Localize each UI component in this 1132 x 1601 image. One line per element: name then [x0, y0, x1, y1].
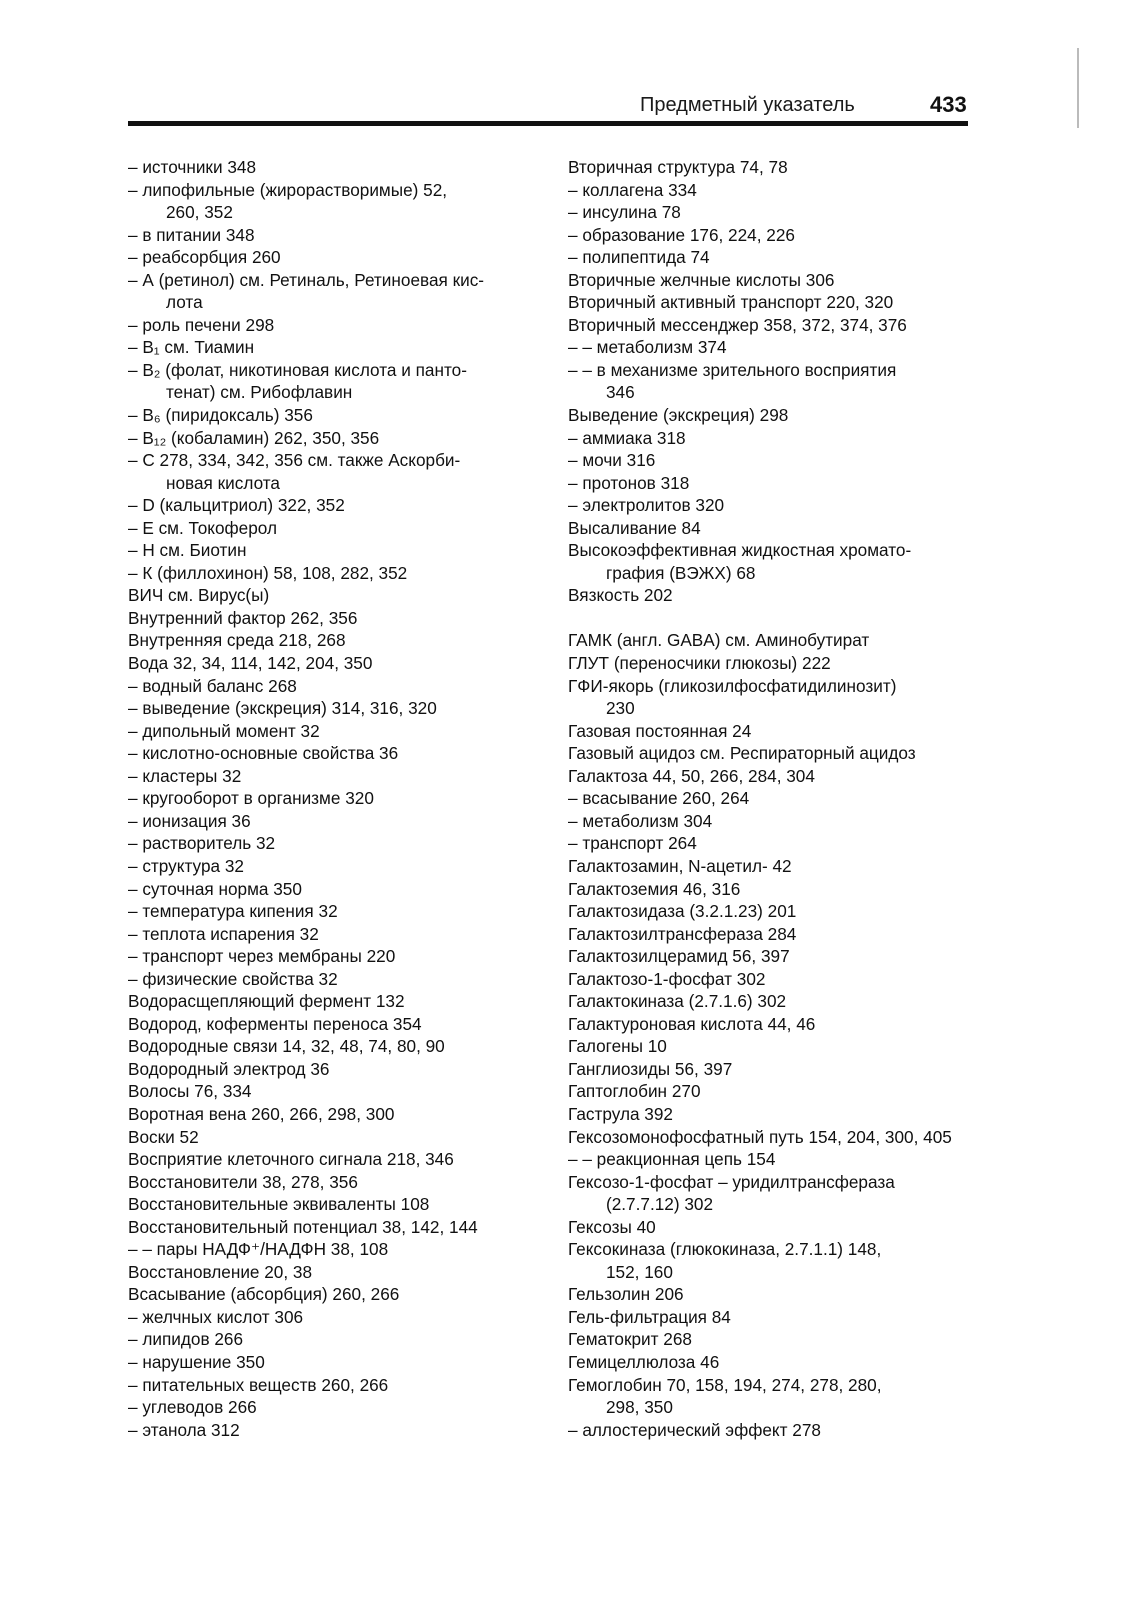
index-entry: – в питании 348 — [128, 224, 255, 245]
index-entry: – кластеры 32 — [128, 765, 242, 786]
index-entry: ГФИ-якорь (гликозилфосфатидилинозит) — [568, 675, 897, 696]
index-entry: Вторичный активный транспорт 220, 320 — [568, 292, 894, 313]
index-entry: – Н см. Биотин — [128, 540, 247, 561]
index-entry: – B₂ (фолат, никотиновая кислота и панто- — [128, 359, 467, 380]
index-entry: Вода 32, 34, 114, 142, 204, 350 — [128, 653, 373, 674]
index-entry: Волосы 76, 334 — [128, 1081, 252, 1102]
index-entry: графия (ВЭЖХ) 68 — [606, 562, 756, 583]
index-entry: Гематокрит 268 — [568, 1329, 692, 1350]
index-entry: – – пары НАДФ⁺/НАДФН 38, 108 — [128, 1239, 389, 1260]
index-entry: Водородный электрод 36 — [128, 1058, 330, 1079]
index-entry: (2.7.7.12) 302 — [606, 1194, 714, 1215]
index-entry: – полипептида 74 — [568, 247, 710, 268]
index-entry: – источники 348 — [128, 157, 257, 177]
index-entry: – аммиака 318 — [568, 427, 686, 448]
index-entry: – ионизация 36 — [128, 810, 251, 831]
index-entry: – – метаболизм 374 — [568, 337, 727, 358]
index-entry: Галактозидаза (3.2.1.23) 201 — [568, 901, 797, 922]
index-entry: – D (кальцитриол) 322, 352 — [128, 495, 345, 516]
index-entry: Вторичный мессенджер 358, 372, 374, 376 — [568, 314, 907, 335]
index-entry: Всасывание (абсорбция) 260, 266 — [128, 1284, 400, 1305]
index-entry: Галактоземия 46, 316 — [568, 878, 741, 899]
header-rule — [128, 121, 968, 126]
index-entry: Внутренний фактор 262, 356 — [128, 607, 358, 628]
index-entry: Гельзолин 206 — [568, 1284, 684, 1305]
index-entry: – дипольный момент 32 — [128, 720, 320, 741]
index-entry: – суточная норма 350 — [128, 878, 302, 899]
index-entry: Газовая постоянная 24 — [568, 720, 752, 741]
index-entry: – кругооборот в организме 320 — [128, 788, 374, 809]
index-entry: – B₆ (пиридоксаль) 356 — [128, 405, 313, 426]
index-entry: – А (ретинол) см. Ретиналь, Ретиноевая кис- — [128, 269, 485, 290]
index-entry: Восстановители 38, 278, 356 — [128, 1171, 358, 1192]
index-entry: – С 278, 334, 342, 356 см. также Аскорби- — [128, 450, 461, 471]
index-entry: – К (филлохинон) 58, 108, 282, 352 — [128, 562, 408, 583]
index-entry: Вторичная структура 74, 78 — [568, 157, 788, 177]
index-entry: Гексокиназа (глюкокиназа, 2.7.1.1) 148, — [568, 1239, 882, 1260]
index-entry: – – в механизме зрительного восприятия — [568, 359, 897, 380]
index-entry: – теплота испарения 32 — [128, 923, 319, 944]
index-entry: Восстановительный потенциал 38, 142, 144 — [128, 1216, 478, 1237]
index-entry: – водный баланс 268 — [128, 675, 297, 696]
index-entry: – мочи 316 — [568, 450, 656, 471]
index-entry: – инсулина 78 — [568, 202, 681, 223]
index-entry: – B₁ см. Тиамин — [128, 337, 255, 358]
index-entry: 260, 352 — [166, 202, 233, 223]
index-entry: – Е см. Токоферол — [128, 517, 277, 538]
index-entry: Галактозилтрансфераза 284 — [568, 923, 797, 944]
index-entry: Галогены 10 — [568, 1036, 667, 1057]
index-entry: Галактуроновая кислота 44, 46 — [568, 1013, 816, 1034]
index-entry: Гексозомонофосфатный путь 154, 204, 300, 405 — [568, 1126, 952, 1147]
index-entry: Внутренняя среда 218, 268 — [128, 630, 346, 651]
index-entry: 346 — [606, 382, 635, 403]
index-entry: – нарушение 350 — [128, 1351, 265, 1372]
index-entry: – липидов 266 — [128, 1329, 244, 1350]
header-title: Предметный указатель — [640, 94, 855, 116]
index-entry: – всасывание 260, 264 — [568, 788, 750, 809]
index-entry: Галактокиназа (2.7.1.6) 302 — [568, 991, 787, 1012]
index-entry: – кислотно-основные свойства 36 — [128, 743, 399, 764]
index-entry: Гаструла 392 — [568, 1103, 673, 1124]
index-entry: – структура 32 — [128, 855, 244, 876]
index-entry: – реабсорбция 260 — [128, 247, 281, 268]
index-entry: – электролитов 320 — [568, 495, 725, 516]
index-entry: – транспорт через мембраны 220 — [128, 946, 396, 967]
index-entry: Гексозы 40 — [568, 1216, 656, 1237]
index-entry: Восприятие клеточного сигнала 218, 346 — [128, 1149, 454, 1170]
index-entry: Галактозамин, N-ацетил- 42 — [568, 855, 792, 876]
index-entry: ГЛУТ (переносчики глюкозы) 222 — [568, 653, 831, 674]
index-entry: Галактоза 44, 50, 266, 284, 304 — [568, 765, 815, 786]
index-entry: Водорасщепляющий фермент 132 — [128, 991, 405, 1012]
index-entry: Воски 52 — [128, 1126, 199, 1147]
index-entry: – образование 176, 224, 226 — [568, 224, 795, 245]
index-entry: Гексозо-1-фосфат – уридилтрансфераза — [568, 1171, 895, 1192]
index-entry: Водород, коферменты переноса 354 — [128, 1013, 422, 1034]
index-entry: – выведение (экскреция) 314, 316, 320 — [128, 698, 437, 719]
section-gap — [568, 607, 988, 630]
index-entry: ГАМК (англ. GABA) см. Аминобутират — [568, 630, 870, 651]
index-entry: Галактозилцерамид 56, 397 — [568, 946, 790, 967]
index-entry: ВИЧ см. Вирус(ы) — [128, 585, 270, 606]
index-entry: – питательных веществ 260, 266 — [128, 1374, 389, 1395]
index-entry: – протонов 318 — [568, 472, 690, 493]
index-entry: Гемицеллюлоза 46 — [568, 1351, 720, 1372]
index-entry: – роль печени 298 — [128, 314, 275, 335]
index-entry: Вязкость 202 — [568, 585, 673, 606]
index-entry: – транспорт 264 — [568, 833, 697, 854]
index-entry: тенат) см. Рибофлавин — [166, 382, 353, 403]
index-entry: – желчных кислот 306 — [128, 1306, 304, 1327]
index-entry: Воротная вена 260, 266, 298, 300 — [128, 1103, 395, 1124]
index-entry: – B₁₂ (кобаламин) 262, 350, 356 — [128, 427, 380, 448]
index-entry: Гаптоглобин 270 — [568, 1081, 701, 1102]
index-column-left — [128, 156, 538, 1441]
index-entry: – температура кипения 32 — [128, 901, 338, 922]
index-entry: 298, 350 — [606, 1397, 673, 1418]
index-entry: лота — [166, 292, 203, 313]
index-entry: – липофильные (жирорастворимые) 52, — [128, 179, 448, 200]
margin-mark — [1077, 48, 1079, 128]
index-entry: – метаболизм 304 — [568, 810, 713, 831]
index-entry: Восстановительные эквиваленты 108 — [128, 1194, 430, 1215]
index-entry: Водородные связи 14, 32, 48, 74, 80, 90 — [128, 1036, 445, 1057]
index-entry: Восстановление 20, 38 — [128, 1261, 313, 1282]
index-entry: 230 — [606, 698, 635, 719]
index-entry: – этанола 312 — [128, 1419, 240, 1440]
index-entry: 152, 160 — [606, 1261, 673, 1282]
index-entry: Галактозо-1-фосфат 302 — [568, 968, 766, 989]
index-entry: – коллагена 334 — [568, 179, 697, 200]
index-entry: – аллостерический эффект 278 — [568, 1419, 821, 1440]
index-entry: Вторичные желчные кислоты 306 — [568, 269, 835, 290]
index-entry: – физические свойства 32 — [128, 968, 338, 989]
index-entry: Высокоэффективная жидкостная хромато- — [568, 540, 912, 561]
index-column-right — [568, 156, 988, 1441]
index-entry: – растворитель 32 — [128, 833, 276, 854]
index-entry: Ганглиозиды 56, 397 — [568, 1058, 733, 1079]
index-entry: Гель-фильтрация 84 — [568, 1306, 731, 1327]
index-entry: Гемоглобин 70, 158, 194, 274, 278, 280, — [568, 1374, 882, 1395]
index-entry: – – реакционная цепь 154 — [568, 1149, 776, 1170]
index-entry: Выведение (экскреция) 298 — [568, 405, 789, 426]
index-entry: Высаливание 84 — [568, 517, 701, 538]
page-number: 433 — [930, 92, 967, 117]
index-entry: – углеводов 266 — [128, 1397, 257, 1418]
index-entry: новая кислота — [166, 472, 280, 493]
index-entry: Газовый ацидоз см. Респираторный ацидоз — [568, 743, 916, 764]
